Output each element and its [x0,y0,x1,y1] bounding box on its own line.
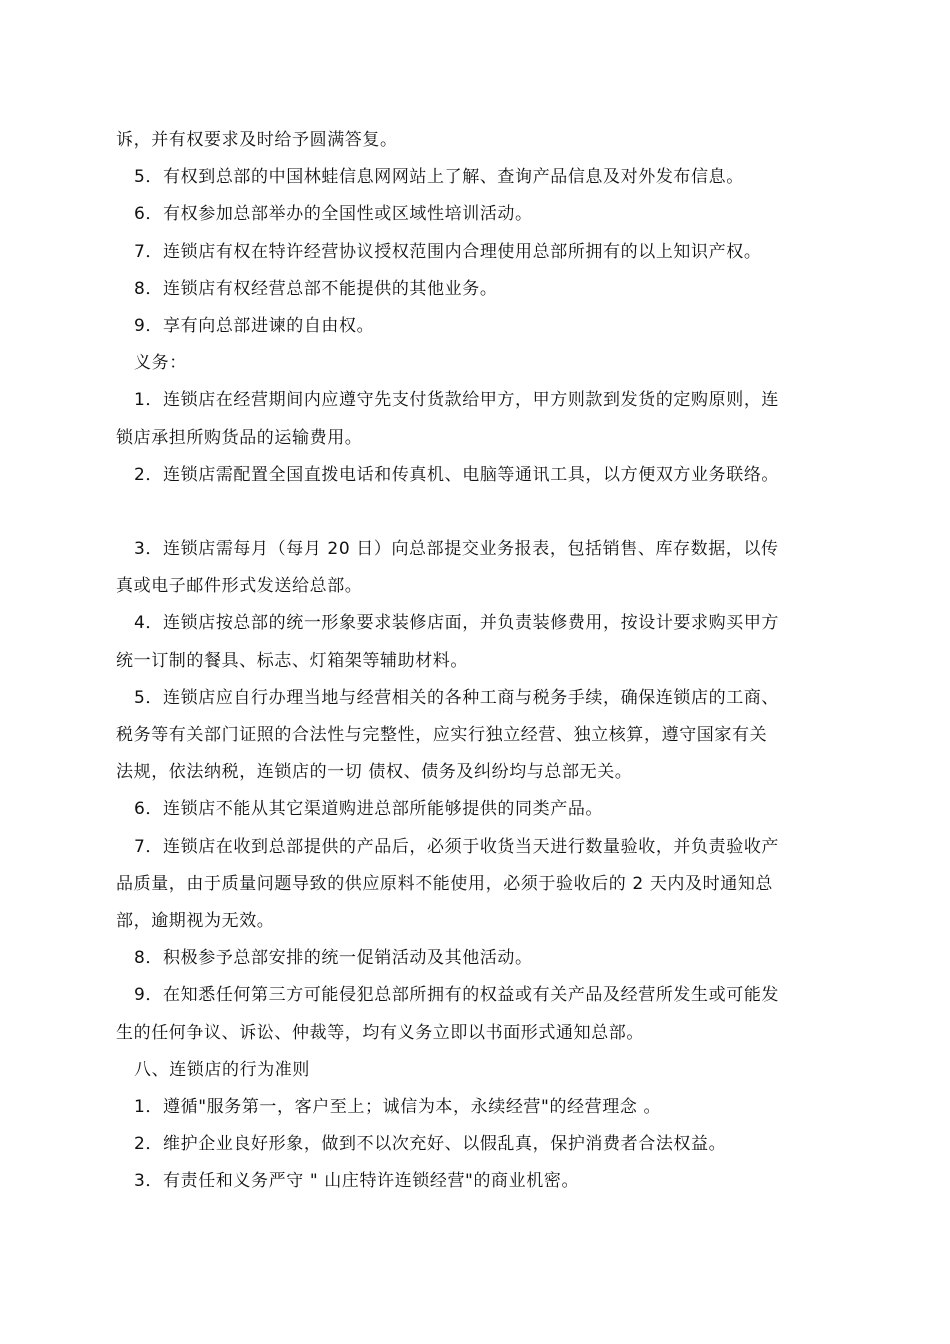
paragraph-line: 部，逾期视为无效。 [116,910,275,931]
obligation-item-8: 8．积极参予总部安排的统一促销活动及其他活动。 [134,948,533,969]
paragraph-line: 生的任何争议、诉讼、仲裁等，均有义务立即以书面形式通知总部。 [116,1022,644,1043]
obligation-item-2: 2．连锁店需配置全国直拨电话和传真机、电脑等通讯工具，以方便双方业务联络。 [134,464,780,485]
right-item-7: 7．连锁店有权在特许经营协议授权范围内合理使用总部所拥有的以上知识产权。 [134,241,762,262]
obligation-item-3: 3．连锁店需每月（每月 20 日）向总部提交业务报表，包括销售、库存数据，以传 [134,539,779,560]
paragraph-line: 真或电子邮件形式发送给总部。 [116,576,363,597]
paragraph-line: 法规，依法纳税，连锁店的一切 债权、债务及纠纷均与总部无关。 [116,762,633,783]
right-item-5: 5．有权到总部的中国林蛙信息网网站上了解、查询产品信息及对外发布信息。 [134,167,744,188]
document-body [116,122,836,1200]
paragraph-line: 诉，并有权要求及时给予圆满答复。 [116,130,398,150]
paragraph-line: 品质量，由于质量问题导致的供应原料不能使用，必须于验收后的 2 天内及时通知总 [116,873,774,894]
obligation-item-7: 7．连锁店在收到总部提供的产品后，必须于收货当天进行数量验收，并负责验收产 [134,836,780,857]
blank-line [116,494,836,531]
right-item-8: 8．连锁店有权经营总部不能提供的其他业务。 [134,278,498,299]
obligation-item-1: 1．连锁店在经营期间内应遵守先支付货款给甲方，甲方则款到发货的定购原则，连 [134,390,780,411]
obligation-item-4: 4．连锁店按总部的统一形象要求装修店面，并负责装修费用，按设计要求购买甲方 [134,613,780,634]
paragraph-line: 税务等有关部门证照的合法性与完整性，应实行独立经营、独立核算，遵守国家有关 [116,725,768,745]
right-item-9: 9．享有向总部进谏的自由权。 [134,315,375,336]
conduct-item-2: 2．维护企业良好形象，做到不以次充好、以假乱真，保护消费者合法权益。 [134,1134,727,1155]
obligations-heading: 义务： [134,353,187,374]
obligation-item-6: 6．连锁店不能从其它渠道购进总部所能够提供的同类产品。 [134,799,604,820]
conduct-item-3: 3．有责任和义务严守 " 山庄特许连锁经营"的商业机密。 [134,1171,580,1192]
section-heading: 八、连锁店的行为准则 [134,1059,310,1080]
obligation-item-5: 5．连锁店应自行办理当地与经营相关的各种工商与税务手续，确保连锁店的工商、 [134,687,780,708]
obligation-item-9: 9．在知悉任何第三方可能侵犯总部所拥有的权益或有关产品及经营所发生或可能发 [134,985,780,1006]
conduct-item-1: 1．遵循"服务第一，客户至上；诚信为本，永续经营"的经营理念 。 [134,1096,662,1117]
paragraph-line: 锁店承担所购货品的运输费用。 [116,427,363,448]
paragraph-line: 统一订制的餐具、标志、灯箱架等辅助材料。 [116,650,468,671]
right-item-6: 6．有权参加总部举办的全国性或区域性培训活动。 [134,204,533,225]
